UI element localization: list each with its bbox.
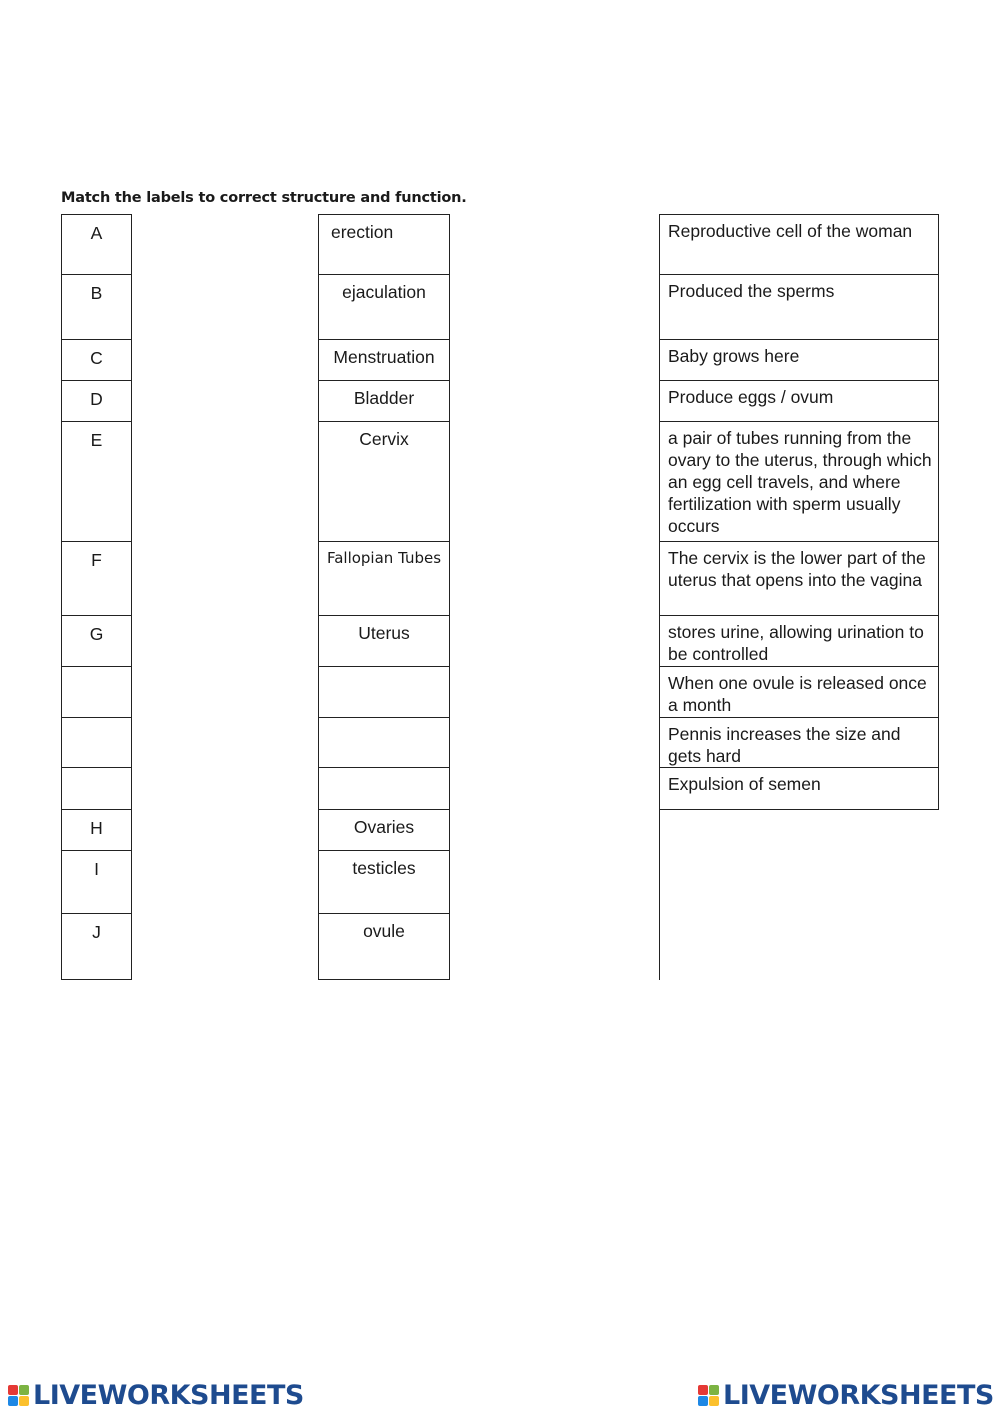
letter-cell: C	[62, 340, 132, 381]
definition-cell: stores urine, allowing urination to be controlled	[660, 616, 939, 667]
logo-squares-icon	[8, 1385, 29, 1406]
page-title: Match the labels to correct structure and function.	[61, 190, 467, 206]
letter-cell: E	[62, 422, 132, 542]
label-cell[interactable]: Ovaries	[319, 810, 450, 851]
letter-cell: I	[62, 851, 132, 914]
label-cell[interactable]	[319, 667, 450, 718]
letter-cell: J	[62, 914, 132, 980]
letter-cell: H	[62, 810, 132, 851]
label-cell[interactable]: ovule	[319, 914, 450, 980]
logo-text: LIVEWORKSHEETS	[723, 1379, 994, 1411]
letter-cell: G	[62, 616, 132, 667]
logo-text: LIVEWORKSHEETS	[33, 1379, 304, 1411]
label-cell[interactable]: Fallopian Tubes	[319, 542, 450, 616]
definitions-empty-area	[660, 810, 939, 980]
definition-cell: Pennis increases the size and gets hard	[660, 718, 939, 768]
letter-cell[interactable]	[62, 667, 132, 718]
definition-cell: Reproductive cell of the woman	[660, 215, 939, 275]
label-cell[interactable]: Menstruation	[319, 340, 450, 381]
logo-squares-icon	[698, 1385, 719, 1406]
label-cell[interactable]: testicles	[319, 851, 450, 914]
label-cell[interactable]	[319, 718, 450, 768]
liveworksheets-logo-right	[698, 1378, 994, 1412]
label-cell[interactable]: Uterus	[319, 616, 450, 667]
definition-cell: Expulsion of semen	[660, 768, 939, 810]
letter-cell: A	[62, 215, 132, 275]
label-cell[interactable]: Cervix	[319, 422, 450, 542]
label-cell[interactable]	[319, 768, 450, 810]
definition-cell: The cervix is the lower part of the uterus that opens into the vagina	[660, 542, 939, 616]
letters-column	[61, 214, 132, 980]
definition-cell: When one ovule is released once a month	[660, 667, 939, 718]
labels-column	[318, 214, 450, 980]
letter-cell[interactable]	[62, 718, 132, 768]
definition-cell: Baby grows here	[660, 340, 939, 381]
definition-cell: Produced the sperms	[660, 275, 939, 340]
label-cell[interactable]: Bladder	[319, 381, 450, 422]
definition-cell: Produce eggs / ovum	[660, 381, 939, 422]
label-cell[interactable]: erection	[319, 215, 450, 275]
letter-cell[interactable]	[62, 768, 132, 810]
liveworksheets-logo-left	[8, 1378, 304, 1412]
letter-cell: D	[62, 381, 132, 422]
definitions-column	[659, 214, 939, 980]
letter-cell: F	[62, 542, 132, 616]
definition-cell: a pair of tubes running from the ovary to the uterus, through which an egg cell travels, and where fertilization with sperm usually occurs	[660, 422, 939, 542]
label-cell[interactable]: ejaculation	[319, 275, 450, 340]
letter-cell: B	[62, 275, 132, 340]
